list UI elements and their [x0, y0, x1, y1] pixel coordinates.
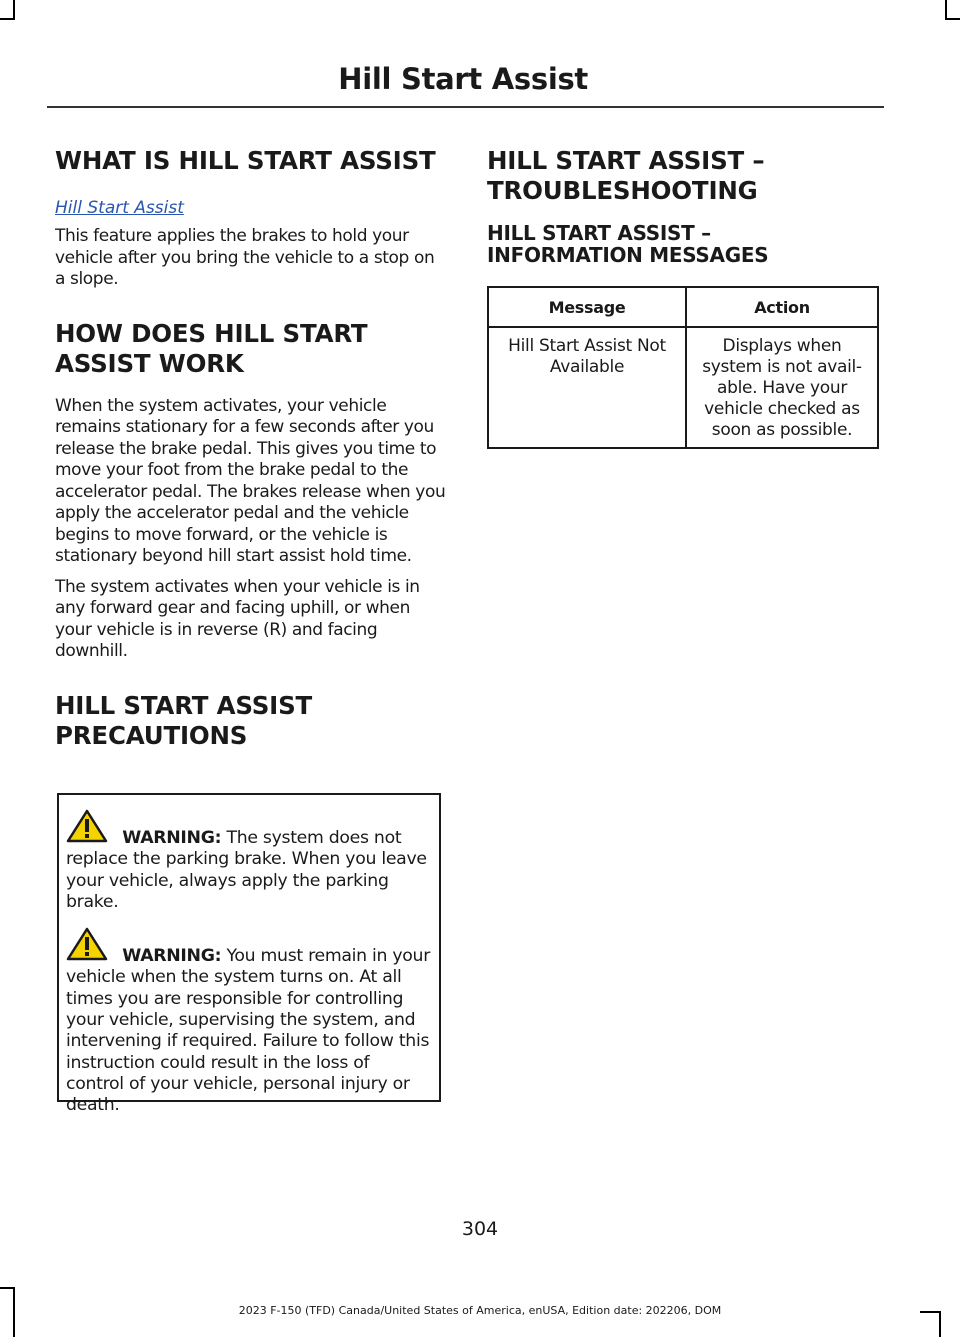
information-messages-table — [487, 286, 879, 449]
section-title-line: TROUBLESHOOTING — [487, 176, 758, 205]
section-title-line: PRECAUTIONS — [55, 720, 248, 750]
crop-mark — [0, 18, 15, 20]
subsection-title-line: HILL START ASSIST – — [487, 221, 711, 245]
warning-heading — [66, 927, 117, 963]
section-title-how-works — [55, 319, 447, 379]
how-works-paragraph-1: When the system activates, your vehicle remains stationary for a few seconds after you release the brake pedal. This gives you time to move your foot from the brake pedal to the accelerator pedal. The brakes release when you apply the accelerator pedal and the vehicle begins to move forward, or the vehicle is stationary beyond hill start assist hold time. — [55, 395, 446, 566]
page-number: 304 — [461, 1218, 499, 1240]
section-title-line: ASSIST WORK — [55, 348, 244, 378]
what-is-body: This feature applies the brakes to hold your vehicle after you bring the vehicle to a stop on a slope. — [55, 226, 435, 289]
action-cell: Displays when system is not avail-able. Have your vehicle checked as soon as possible. — [686, 327, 878, 448]
warning-label: WARNING: — [122, 828, 222, 848]
warning-triangle-icon — [66, 927, 108, 961]
left-column — [55, 146, 447, 751]
warning-triangle-icon — [66, 809, 108, 843]
header-divider — [47, 106, 884, 108]
message-cell: Hill Start Assist Not Available — [488, 327, 686, 448]
warning-2 — [66, 927, 431, 1116]
column-header-action: Action — [686, 287, 878, 327]
table-row — [488, 327, 878, 448]
hill-start-assist-link[interactable]: Hill Start Assist — [55, 198, 184, 218]
page-footer: 2023 F-150 (TFD) Canada/United States of America, enUSA, Edition date: 202206, DOM — [238, 1304, 722, 1317]
section-title-what-is: WHAT IS HILL START ASSIST — [55, 146, 436, 175]
section-title-line: HILL START ASSIST – — [487, 146, 765, 175]
page-header-title: Hill Start Assist — [338, 62, 588, 96]
how-works-paragraph-2: The system activates when your vehicle is in any forward gear and facing uphill, or when your vehicle is in reverse (R) and facing downhill. — [55, 576, 420, 661]
section-title-line: HILL START ASSIST — [55, 690, 313, 720]
crop-mark — [945, 0, 947, 18]
right-column — [487, 146, 879, 449]
warning-text: You must remain in your vehicle when the system turns on. At all times you are responsible for controlling your vehicle, supervising the system, and intervening if required. Failure to follow this instruction could result in the loss of control of your vehicle, personal injury or death. — [66, 946, 431, 1116]
warning-1 — [66, 809, 431, 913]
section-title-precautions — [55, 691, 447, 751]
crop-mark — [13, 0, 15, 18]
crop-mark — [0, 1287, 15, 1289]
table-header-row — [488, 287, 878, 327]
warning-box — [57, 793, 441, 1116]
section-title-troubleshooting — [487, 146, 879, 206]
subsection-title-line: INFORMATION MESSAGES — [487, 243, 769, 267]
warning-text: The system does not replace the parking brake. When you leave your vehicle, always apply the parking brake. — [66, 828, 427, 912]
crop-mark — [945, 18, 960, 20]
warning-label: WARNING: — [122, 946, 222, 967]
warning-heading — [66, 809, 117, 845]
section-title-line: HOW DOES HILL START — [55, 318, 368, 348]
column-header-message: Message — [488, 287, 686, 327]
subsection-title-messages — [487, 222, 879, 266]
